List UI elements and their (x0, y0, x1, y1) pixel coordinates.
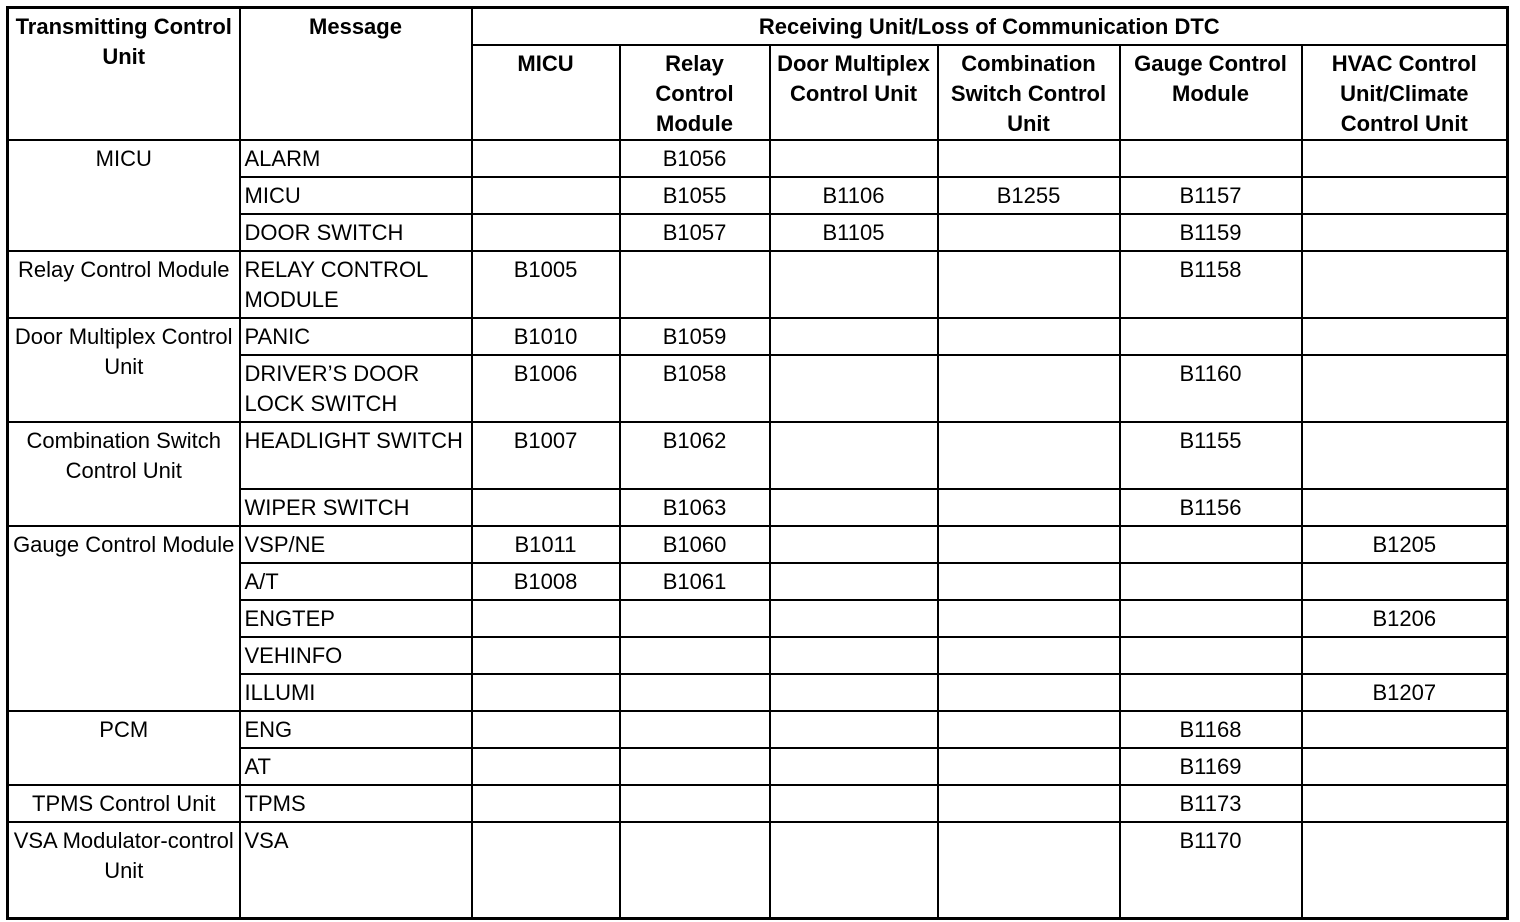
dtc-code-cell: B1006 (472, 355, 620, 422)
message-cell: WIPER SWITCH (240, 489, 472, 526)
dtc-code-cell (472, 489, 620, 526)
dtc-code-cell (938, 711, 1120, 748)
dtc-code-cell (770, 489, 938, 526)
dtc-code-cell: B1005 (472, 251, 620, 318)
dtc-code-cell (1302, 563, 1508, 600)
dtc-code-cell (620, 822, 770, 919)
message-cell: VEHINFO (240, 637, 472, 674)
dtc-code-cell (472, 214, 620, 251)
dtc-code-cell (472, 600, 620, 637)
dtc-code-cell (938, 600, 1120, 637)
dtc-code-cell: B1173 (1120, 785, 1302, 822)
dtc-code-cell (770, 637, 938, 674)
dtc-code-cell (472, 748, 620, 785)
dtc-code-cell (1302, 251, 1508, 318)
dtc-code-cell (1302, 177, 1508, 214)
table-row (8, 711, 1508, 748)
dtc-code-cell (770, 822, 938, 919)
dtc-code-cell: B1160 (1120, 355, 1302, 422)
message-cell: HEADLIGHT SWITCH (240, 422, 472, 489)
dtc-code-cell (938, 748, 1120, 785)
dtc-code-cell (1302, 355, 1508, 422)
dtc-code-cell (472, 785, 620, 822)
dtc-code-cell (620, 785, 770, 822)
message-cell: TPMS (240, 785, 472, 822)
dtc-code-cell (620, 637, 770, 674)
dtc-code-cell (472, 637, 620, 674)
dtc-code-cell (472, 177, 620, 214)
dtc-code-cell (938, 422, 1120, 489)
dtc-code-cell (620, 711, 770, 748)
dtc-code-cell (1302, 822, 1508, 919)
dtc-code-cell (1120, 563, 1302, 600)
dtc-code-cell (938, 674, 1120, 711)
dtc-code-cell (1120, 526, 1302, 563)
table-row (8, 318, 1508, 355)
dtc-code-cell: B1060 (620, 526, 770, 563)
dtc-code-cell: B1062 (620, 422, 770, 489)
table-row (8, 526, 1508, 563)
message-cell: AT (240, 748, 472, 785)
dtc-code-cell (770, 674, 938, 711)
dtc-code-cell (938, 489, 1120, 526)
dtc-code-cell (620, 251, 770, 318)
dtc-code-cell (1120, 318, 1302, 355)
dtc-code-cell (770, 318, 938, 355)
dtc-code-cell: B1255 (938, 177, 1120, 214)
dtc-code-cell: B1159 (1120, 214, 1302, 251)
dtc-code-cell (1302, 637, 1508, 674)
dtc-code-cell: B1170 (1120, 822, 1302, 919)
receiver-header-hvac-control-unit: HVAC Control Unit/Climate Control Unit (1302, 45, 1508, 140)
dtc-code-cell (620, 674, 770, 711)
dtc-code-cell (1302, 711, 1508, 748)
dtc-code-cell (938, 785, 1120, 822)
dtc-code-cell: B1059 (620, 318, 770, 355)
dtc-code-cell (1302, 785, 1508, 822)
message-cell: PANIC (240, 318, 472, 355)
dtc-code-cell (472, 140, 620, 177)
message-cell: ILLUMI (240, 674, 472, 711)
message-cell: MICU (240, 177, 472, 214)
dtc-code-cell (770, 526, 938, 563)
dtc-code-cell (938, 563, 1120, 600)
transmitting-unit-cell: TPMS Control Unit (8, 785, 240, 822)
dtc-code-cell (620, 600, 770, 637)
dtc-code-cell (472, 822, 620, 919)
receiver-header-combination-switch-control-unit: Combination Switch Control Unit (938, 45, 1120, 140)
dtc-code-cell (1120, 637, 1302, 674)
table-row (8, 822, 1508, 919)
dtc-code-cell (770, 563, 938, 600)
dtc-code-cell (770, 251, 938, 318)
table-row (8, 785, 1508, 822)
receiving-unit-header: Receiving Unit/Loss of Communication DTC (472, 8, 1508, 45)
dtc-code-cell (770, 600, 938, 637)
dtc-code-cell (472, 674, 620, 711)
dtc-code-cell: B1105 (770, 214, 938, 251)
dtc-code-cell: B1156 (1120, 489, 1302, 526)
message-cell: VSP/NE (240, 526, 472, 563)
dtc-code-cell: B1058 (620, 355, 770, 422)
dtc-code-cell (770, 140, 938, 177)
dtc-code-cell (620, 748, 770, 785)
transmitting-unit-cell: Door Multiplex Control Unit (8, 318, 240, 422)
dtc-code-cell (1302, 140, 1508, 177)
message-header: Message (240, 8, 472, 140)
transmitting-unit-cell: PCM (8, 711, 240, 785)
table-row (8, 140, 1508, 177)
dtc-code-cell (1302, 489, 1508, 526)
message-cell: DOOR SWITCH (240, 214, 472, 251)
dtc-code-cell (770, 711, 938, 748)
dtc-code-cell (938, 214, 1120, 251)
dtc-code-cell (1120, 140, 1302, 177)
dtc-code-cell (770, 785, 938, 822)
transmitting-unit-cell: VSA Modulator-control Unit (8, 822, 240, 919)
dtc-code-cell (770, 355, 938, 422)
dtc-code-cell: B1011 (472, 526, 620, 563)
dtc-code-cell: B1061 (620, 563, 770, 600)
dtc-code-cell (938, 251, 1120, 318)
dtc-code-cell: B1207 (1302, 674, 1508, 711)
message-cell: VSA (240, 822, 472, 919)
dtc-code-cell: B1010 (472, 318, 620, 355)
dtc-code-cell (938, 822, 1120, 919)
dtc-code-cell: B1158 (1120, 251, 1302, 318)
dtc-code-cell (770, 748, 938, 785)
dtc-code-cell (938, 318, 1120, 355)
message-cell: ENG (240, 711, 472, 748)
dtc-code-cell: B1106 (770, 177, 938, 214)
transmitting-unit-cell: Relay Control Module (8, 251, 240, 318)
transmitting-unit-cell: MICU (8, 140, 240, 251)
dtc-code-cell (1120, 600, 1302, 637)
transmitting-unit-cell: Combination Switch Control Unit (8, 422, 240, 526)
dtc-code-cell (1302, 748, 1508, 785)
dtc-code-cell: B1056 (620, 140, 770, 177)
dtc-code-cell (472, 711, 620, 748)
message-cell: ALARM (240, 140, 472, 177)
dtc-table-body (8, 140, 1508, 919)
dtc-code-cell: B1063 (620, 489, 770, 526)
dtc-code-cell: B1007 (472, 422, 620, 489)
dtc-code-cell (1302, 214, 1508, 251)
dtc-code-cell (938, 355, 1120, 422)
table-row (8, 251, 1508, 318)
dtc-code-cell (938, 637, 1120, 674)
receiver-header-door-multiplex-control-unit: Door Multiplex Control Unit (770, 45, 938, 140)
dtc-code-cell: B1169 (1120, 748, 1302, 785)
receiver-header-micu: MICU (472, 45, 620, 140)
dtc-code-cell: B1057 (620, 214, 770, 251)
dtc-code-cell: B1168 (1120, 711, 1302, 748)
transmitting-control-unit-header: Transmitting Control Unit (8, 8, 240, 140)
transmitting-unit-cell: Gauge Control Module (8, 526, 240, 711)
message-cell: DRIVER’S DOOR LOCK SWITCH (240, 355, 472, 422)
dtc-code-cell (938, 526, 1120, 563)
message-cell: ENGTEP (240, 600, 472, 637)
dtc-code-cell: B1155 (1120, 422, 1302, 489)
dtc-code-cell (1302, 318, 1508, 355)
dtc-code-cell (770, 422, 938, 489)
dtc-code-cell: B1206 (1302, 600, 1508, 637)
dtc-code-cell (1302, 422, 1508, 489)
receiver-header-relay-control-module: Relay Control Module (620, 45, 770, 140)
dtc-code-cell: B1008 (472, 563, 620, 600)
dtc-table (6, 6, 1509, 920)
dtc-code-cell (1120, 674, 1302, 711)
dtc-code-cell: B1055 (620, 177, 770, 214)
dtc-code-cell: B1205 (1302, 526, 1508, 563)
table-row (8, 422, 1508, 489)
message-cell: RELAY CONTROL MODULE (240, 251, 472, 318)
dtc-code-cell: B1157 (1120, 177, 1302, 214)
message-cell: A/T (240, 563, 472, 600)
dtc-code-cell (938, 140, 1120, 177)
receiver-header-gauge-control-module: Gauge Control Module (1120, 45, 1302, 140)
